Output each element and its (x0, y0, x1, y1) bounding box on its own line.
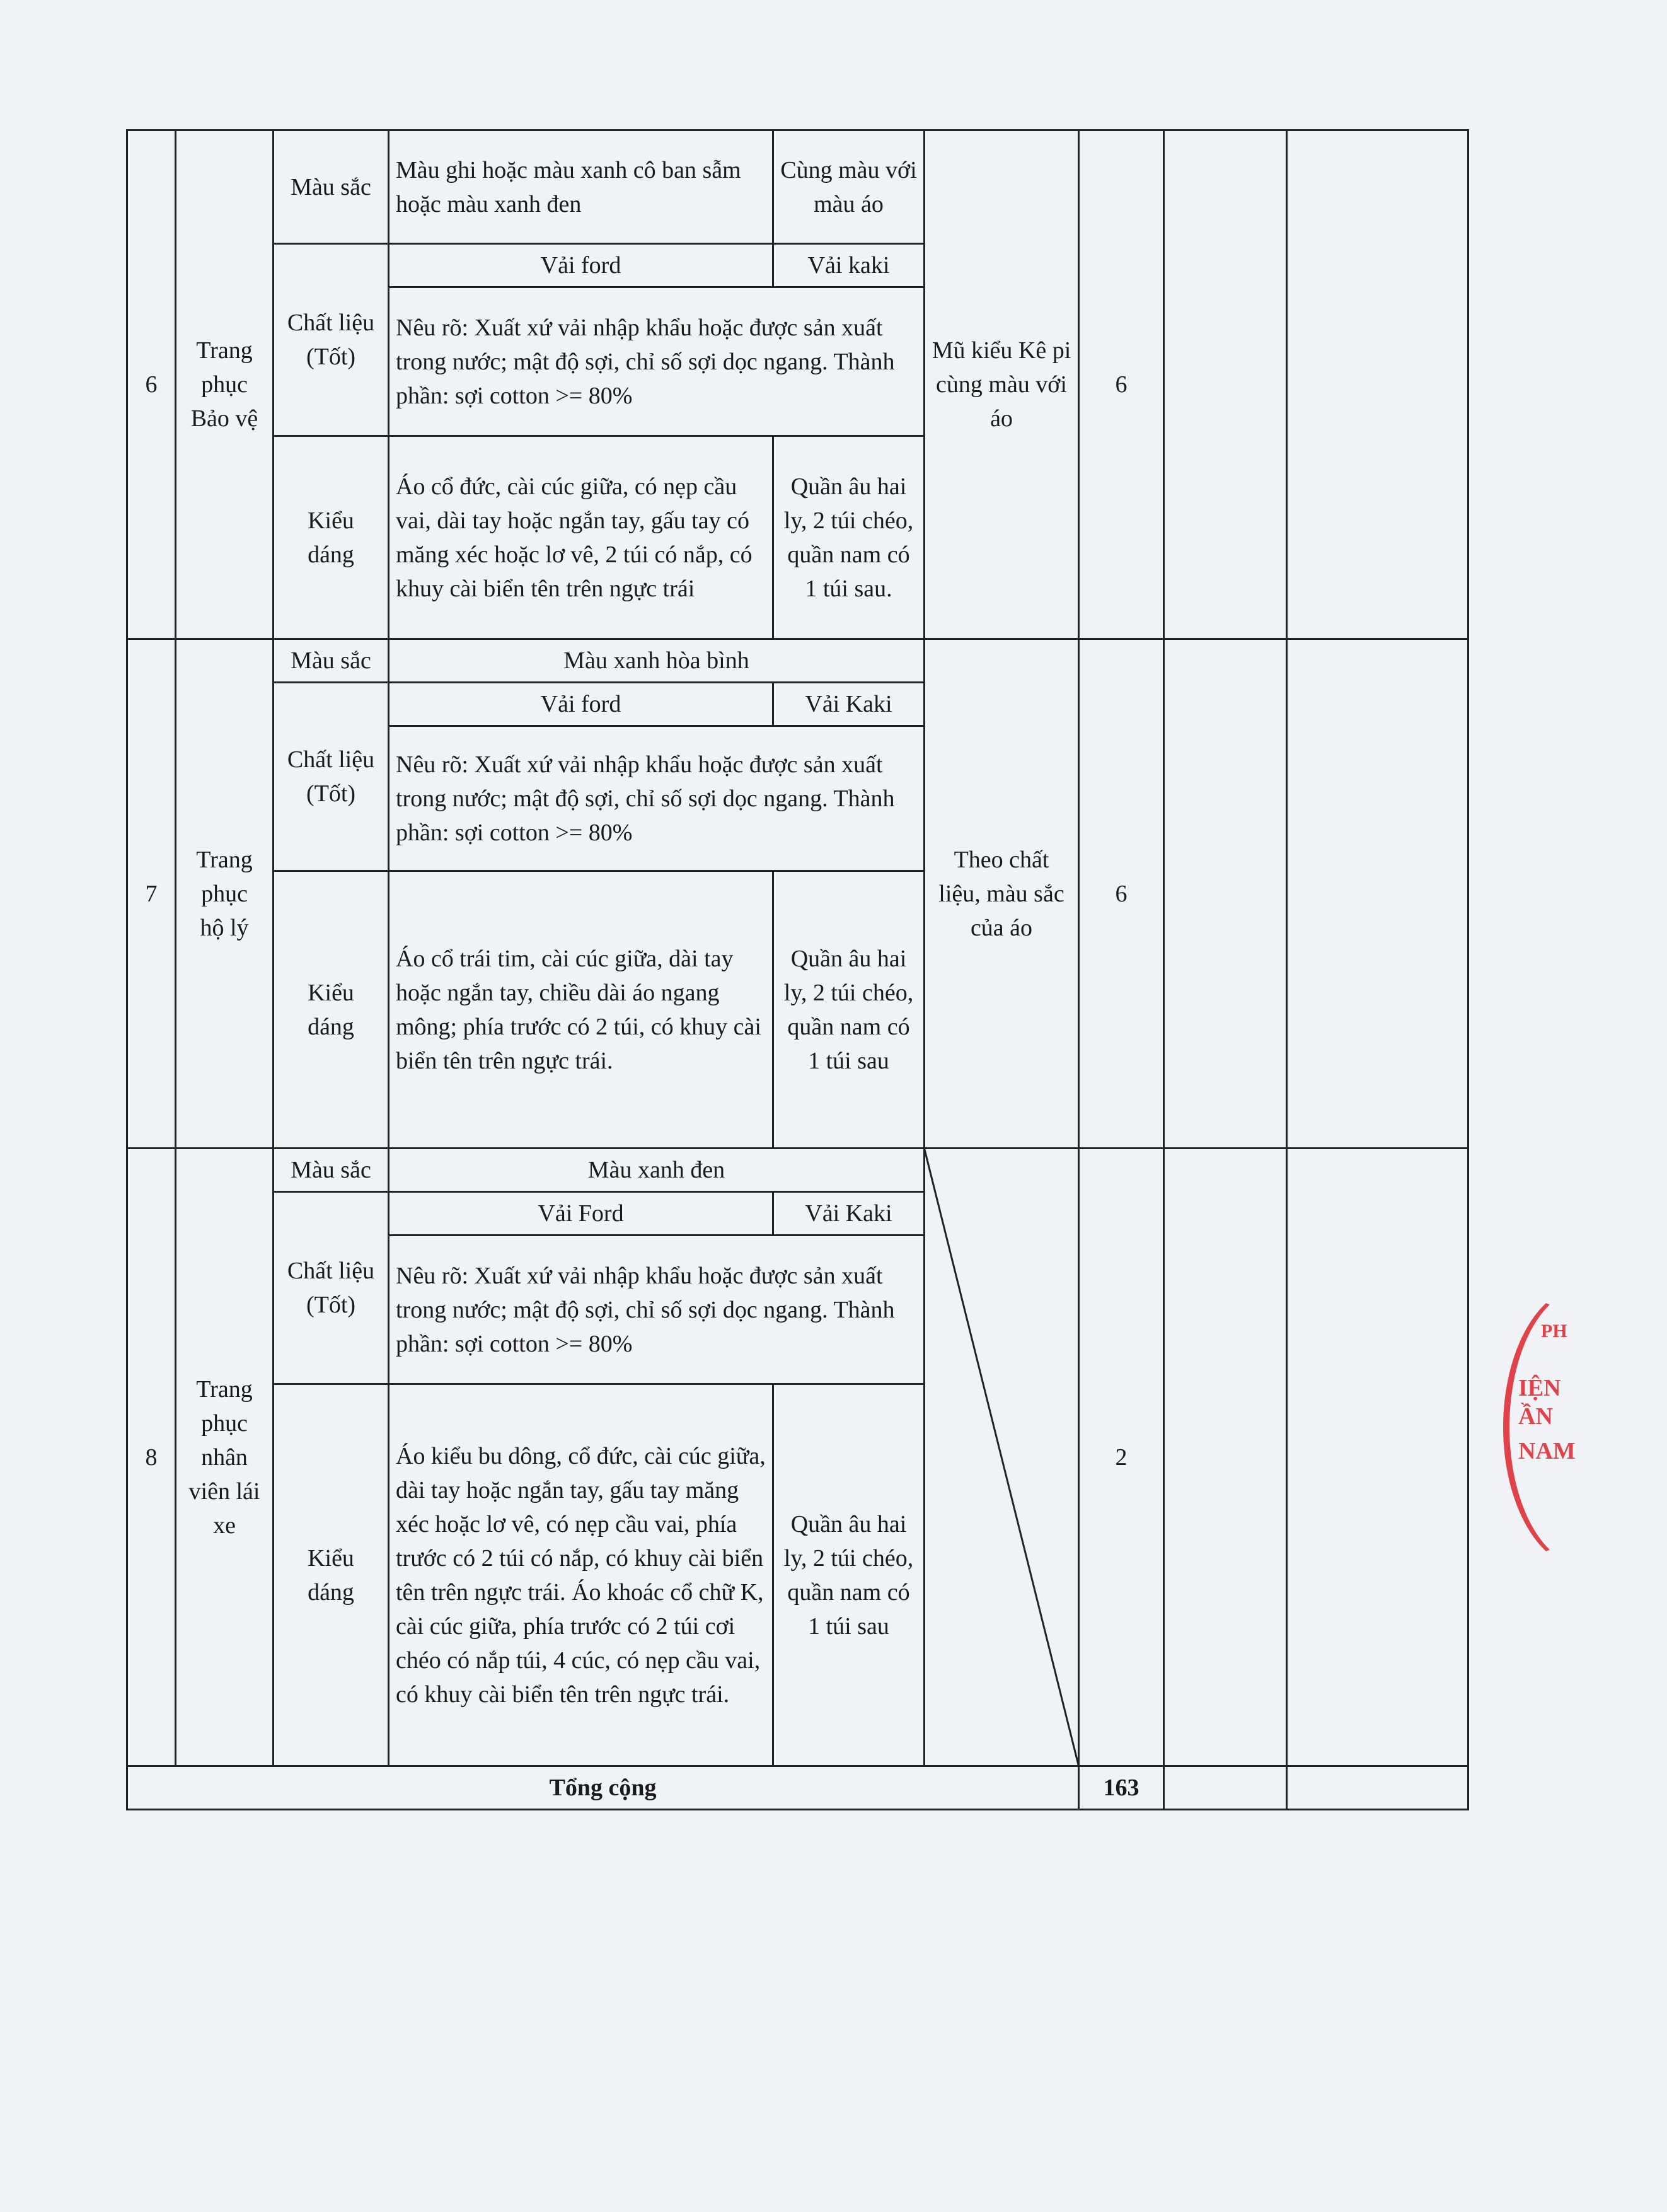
total-label: Tổng cộng (127, 1766, 1079, 1810)
row-7-price (1164, 639, 1287, 1149)
total-qty: 163 (1079, 1766, 1164, 1810)
row-8-price (1164, 1149, 1287, 1766)
row-6-material-label: Chất liệu (Tốt) (274, 244, 389, 436)
red-stamp (1503, 1286, 1591, 1576)
row-8-qty: 2 (1079, 1149, 1164, 1766)
row-8-material-label: Chất liệu (Tốt) (274, 1192, 389, 1384)
row-8-color-label: Màu sắc (274, 1149, 389, 1192)
row-7-style-label: Kiểu dáng (274, 871, 389, 1149)
row-8-fabric-pants: Vải Kaki (773, 1192, 925, 1236)
row-8-style-label: Kiểu dáng (274, 1384, 389, 1766)
total-row (127, 1766, 1468, 1810)
row-6-qty: 6 (1079, 130, 1164, 639)
row-6-hat: Mũ kiểu Kê pi cùng màu với áo (925, 130, 1079, 639)
row-7-hat: Theo chất liệu, màu sắc của áo (925, 639, 1079, 1149)
row-6-style-label: Kiểu dáng (274, 436, 389, 639)
stamp-text-4: NAM (1518, 1438, 1576, 1464)
row-6-style-shirt: Áo cổ đức, cài cúc giữa, có nẹp cầu vai, dài tay hoặc ngắn tay, gấu tay có măng xéc hoặc lơ vê, 2 túi có nắp, có khuy cài biển tên trên ngực trái (389, 436, 773, 639)
row-6-material-desc: Nêu rõ: Xuất xứ vải nhập khẩu hoặc được sản xuất trong nước; mật độ sợi, chỉ số sợi dọc ngang. Thành phần: sợi cotton >= 80% (389, 287, 925, 436)
row-6-fabric-pants: Vải kaki (773, 244, 925, 287)
row-6-stt: 6 (127, 130, 176, 639)
row-7-material-label: Chất liệu (Tốt) (274, 683, 389, 871)
row-8-material-desc: Nêu rõ: Xuất xứ vải nhập khẩu hoặc được sản xuất trong nước; mật độ sợi, chỉ số sợi dọc ngang. Thành phần: sợi cotton >= 80% (389, 1236, 925, 1384)
stamp-text-3: ẦN (1518, 1403, 1553, 1430)
row-7-stt: 7 (127, 639, 176, 1149)
row-6 (127, 130, 1468, 244)
row-7-fabric-pants: Vải Kaki (773, 683, 925, 726)
row-6-color-pants: Cùng màu với màu áo (773, 130, 925, 244)
row-7-material-desc: Nêu rõ: Xuất xứ vải nhập khẩu hoặc được sản xuất trong nước; mật độ sợi, chỉ số sợi dọc ngang. Thành phần: sợi cotton >= 80% (389, 726, 925, 871)
row-6-style-pants: Quần âu hai ly, 2 túi chéo, quần nam có 1 túi sau. (773, 436, 925, 639)
total-amount (1287, 1766, 1468, 1810)
row-6-name: Trang phục Bảo vệ (176, 130, 274, 639)
row-8-stt: 8 (127, 1149, 176, 1766)
row-8-style-shirt: Áo kiểu bu dông, cổ đức, cài cúc giữa, dài tay hoặc ngắn tay, gấu tay măng xéc hoặc lơ vê, có nẹp cầu vai, phía trước có 2 túi có nắp, có khuy cài biển tên trên ngực trái. Áo khoác cổ chữ K, cài cúc giữa, phía trước có 2 túi cơi chéo có nắp túi, 4 cúc, có nẹp cầu vai, có khuy cài biển tên trên ngực trái. (389, 1384, 773, 1766)
row-7-color: Màu xanh hòa bình (389, 639, 925, 683)
row-6-price (1164, 130, 1287, 639)
row-7-color-label: Màu sắc (274, 639, 389, 683)
row-8-hat-crossed-out (925, 1149, 1079, 1766)
row-6-amount (1287, 130, 1468, 639)
row-6-color-shirt: Màu ghi hoặc màu xanh cô ban sẫm hoặc màu xanh đen (389, 130, 773, 244)
total-price (1164, 1766, 1287, 1810)
row-7-style-shirt: Áo cổ trái tim, cài cúc giữa, dài tay hoặc ngắn tay, chiều dài áo ngang mông; phía trước có 2 túi, có khuy cài biển tên trên ngực trái. (389, 871, 773, 1149)
row-7-style-pants: Quần âu hai ly, 2 túi chéo, quần nam có 1 túi sau (773, 871, 925, 1149)
uniform-spec-table (126, 129, 1469, 1810)
row-8-color: Màu xanh đen (389, 1149, 925, 1192)
row-7 (127, 639, 1468, 683)
row-8-style-pants: Quần âu hai ly, 2 túi chéo, quần nam có 1 túi sau (773, 1384, 925, 1766)
row-8-amount (1287, 1149, 1468, 1766)
row-6-color-label: Màu sắc (274, 130, 389, 244)
row-7-fabric-shirt: Vải ford (389, 683, 773, 726)
row-7-amount (1287, 639, 1468, 1149)
row-7-name: Trang phục hộ lý (176, 639, 274, 1149)
stamp-text-1: PH (1541, 1321, 1567, 1341)
stamp-text-2: IỆN (1518, 1375, 1561, 1401)
row-6-fabric-shirt: Vải ford (389, 244, 773, 287)
row-8-fabric-shirt: Vải Ford (389, 1192, 773, 1236)
row-8-name: Trang phục nhân viên lái xe (176, 1149, 274, 1766)
row-8 (127, 1149, 1468, 1192)
row-7-qty: 6 (1079, 639, 1164, 1149)
